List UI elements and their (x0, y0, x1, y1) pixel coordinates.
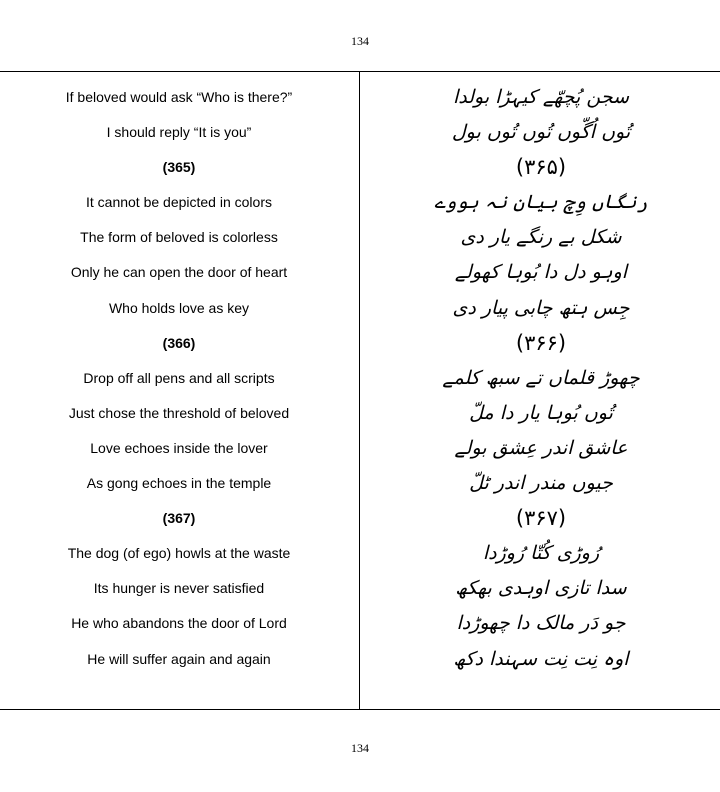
verse-line-ur: رنگاں وِچ بیان نہ ہووے (434, 191, 648, 214)
verse-line-en: The dog (of ego) howls at the waste (67, 545, 291, 562)
verse-line-ur: سجن پُچھّے کیہڑا بولدا (452, 86, 630, 108)
verse-number-en: (365) (162, 159, 196, 176)
verse-line-ur: اوہو دل دا بُوہا کھولے (454, 261, 628, 284)
page-number-bottom: 134 (351, 741, 369, 755)
verse-line-en: Love echoes inside the lover (90, 439, 268, 456)
verse-line-ur: تُوں اُگّوں تُوں تُوں بول (451, 121, 631, 144)
column-divider (359, 71, 360, 710)
verse-line-ur: اوہ نِت نِت سہندا دکھ (453, 647, 629, 670)
verse-line-en: Who holds love as key (108, 299, 250, 316)
verse-line-en: Just chose the threshold of beloved (68, 404, 290, 421)
verse-line-en: Drop off all pens and all scripts (83, 369, 275, 386)
verse-line-ur: سدا تازی اوہدی بھکھ (455, 577, 627, 600)
verse-number-en: (366) (162, 334, 196, 351)
verse-line-ur: عاشق اندر عِشق بولے (454, 436, 628, 459)
top-divider (0, 71, 720, 72)
verse-number-ur: (۳۶۵) (515, 155, 567, 180)
verse-line-ur: جیوں مندر اندر ٹلّ (469, 472, 613, 495)
verse-number-ur: (۳۶۷) (515, 506, 567, 531)
verse-line-en: The form of beloved is colorless (80, 229, 278, 246)
verse-line-ur: جِس ہتھ چابی پیار دی (452, 296, 630, 319)
verse-line-en: He who abandons the door of Lord (71, 615, 287, 632)
verse-number-ur: (۳۶۶) (515, 330, 567, 355)
page-number-top: 134 (351, 34, 369, 48)
bottom-divider (0, 709, 720, 710)
english-translation-column (0, 80, 358, 677)
urdu-verse-column (362, 80, 720, 677)
verse-line-ur: شکل بے رنگے یار دی (460, 226, 622, 249)
verse-line-en: He will suffer again and again (87, 650, 271, 667)
verse-line-ur: چھوڑ قلماں تے سبھ کلمے (442, 366, 640, 389)
verse-line-ur: رُوڑی کُتّا رُوڑدا (482, 542, 600, 565)
verse-line-en: Only he can open the door of heart (70, 264, 288, 281)
verse-number-en: (367) (162, 510, 196, 527)
verse-line-ur: جو دَر مالک دا چھوڑدا (456, 612, 626, 635)
verse-line-en: I should reply “It is you” (106, 124, 252, 141)
verse-line-en: As gong echoes in the temple (86, 475, 272, 492)
verse-line-en: If beloved would ask “Who is there?” (65, 89, 293, 105)
verse-line-en: It cannot be depicted in colors (85, 194, 272, 211)
verse-line-ur: تُوں بُوہا یار دا ملّ (469, 401, 613, 424)
verse-line-en: Its hunger is never satisfied (93, 580, 265, 597)
